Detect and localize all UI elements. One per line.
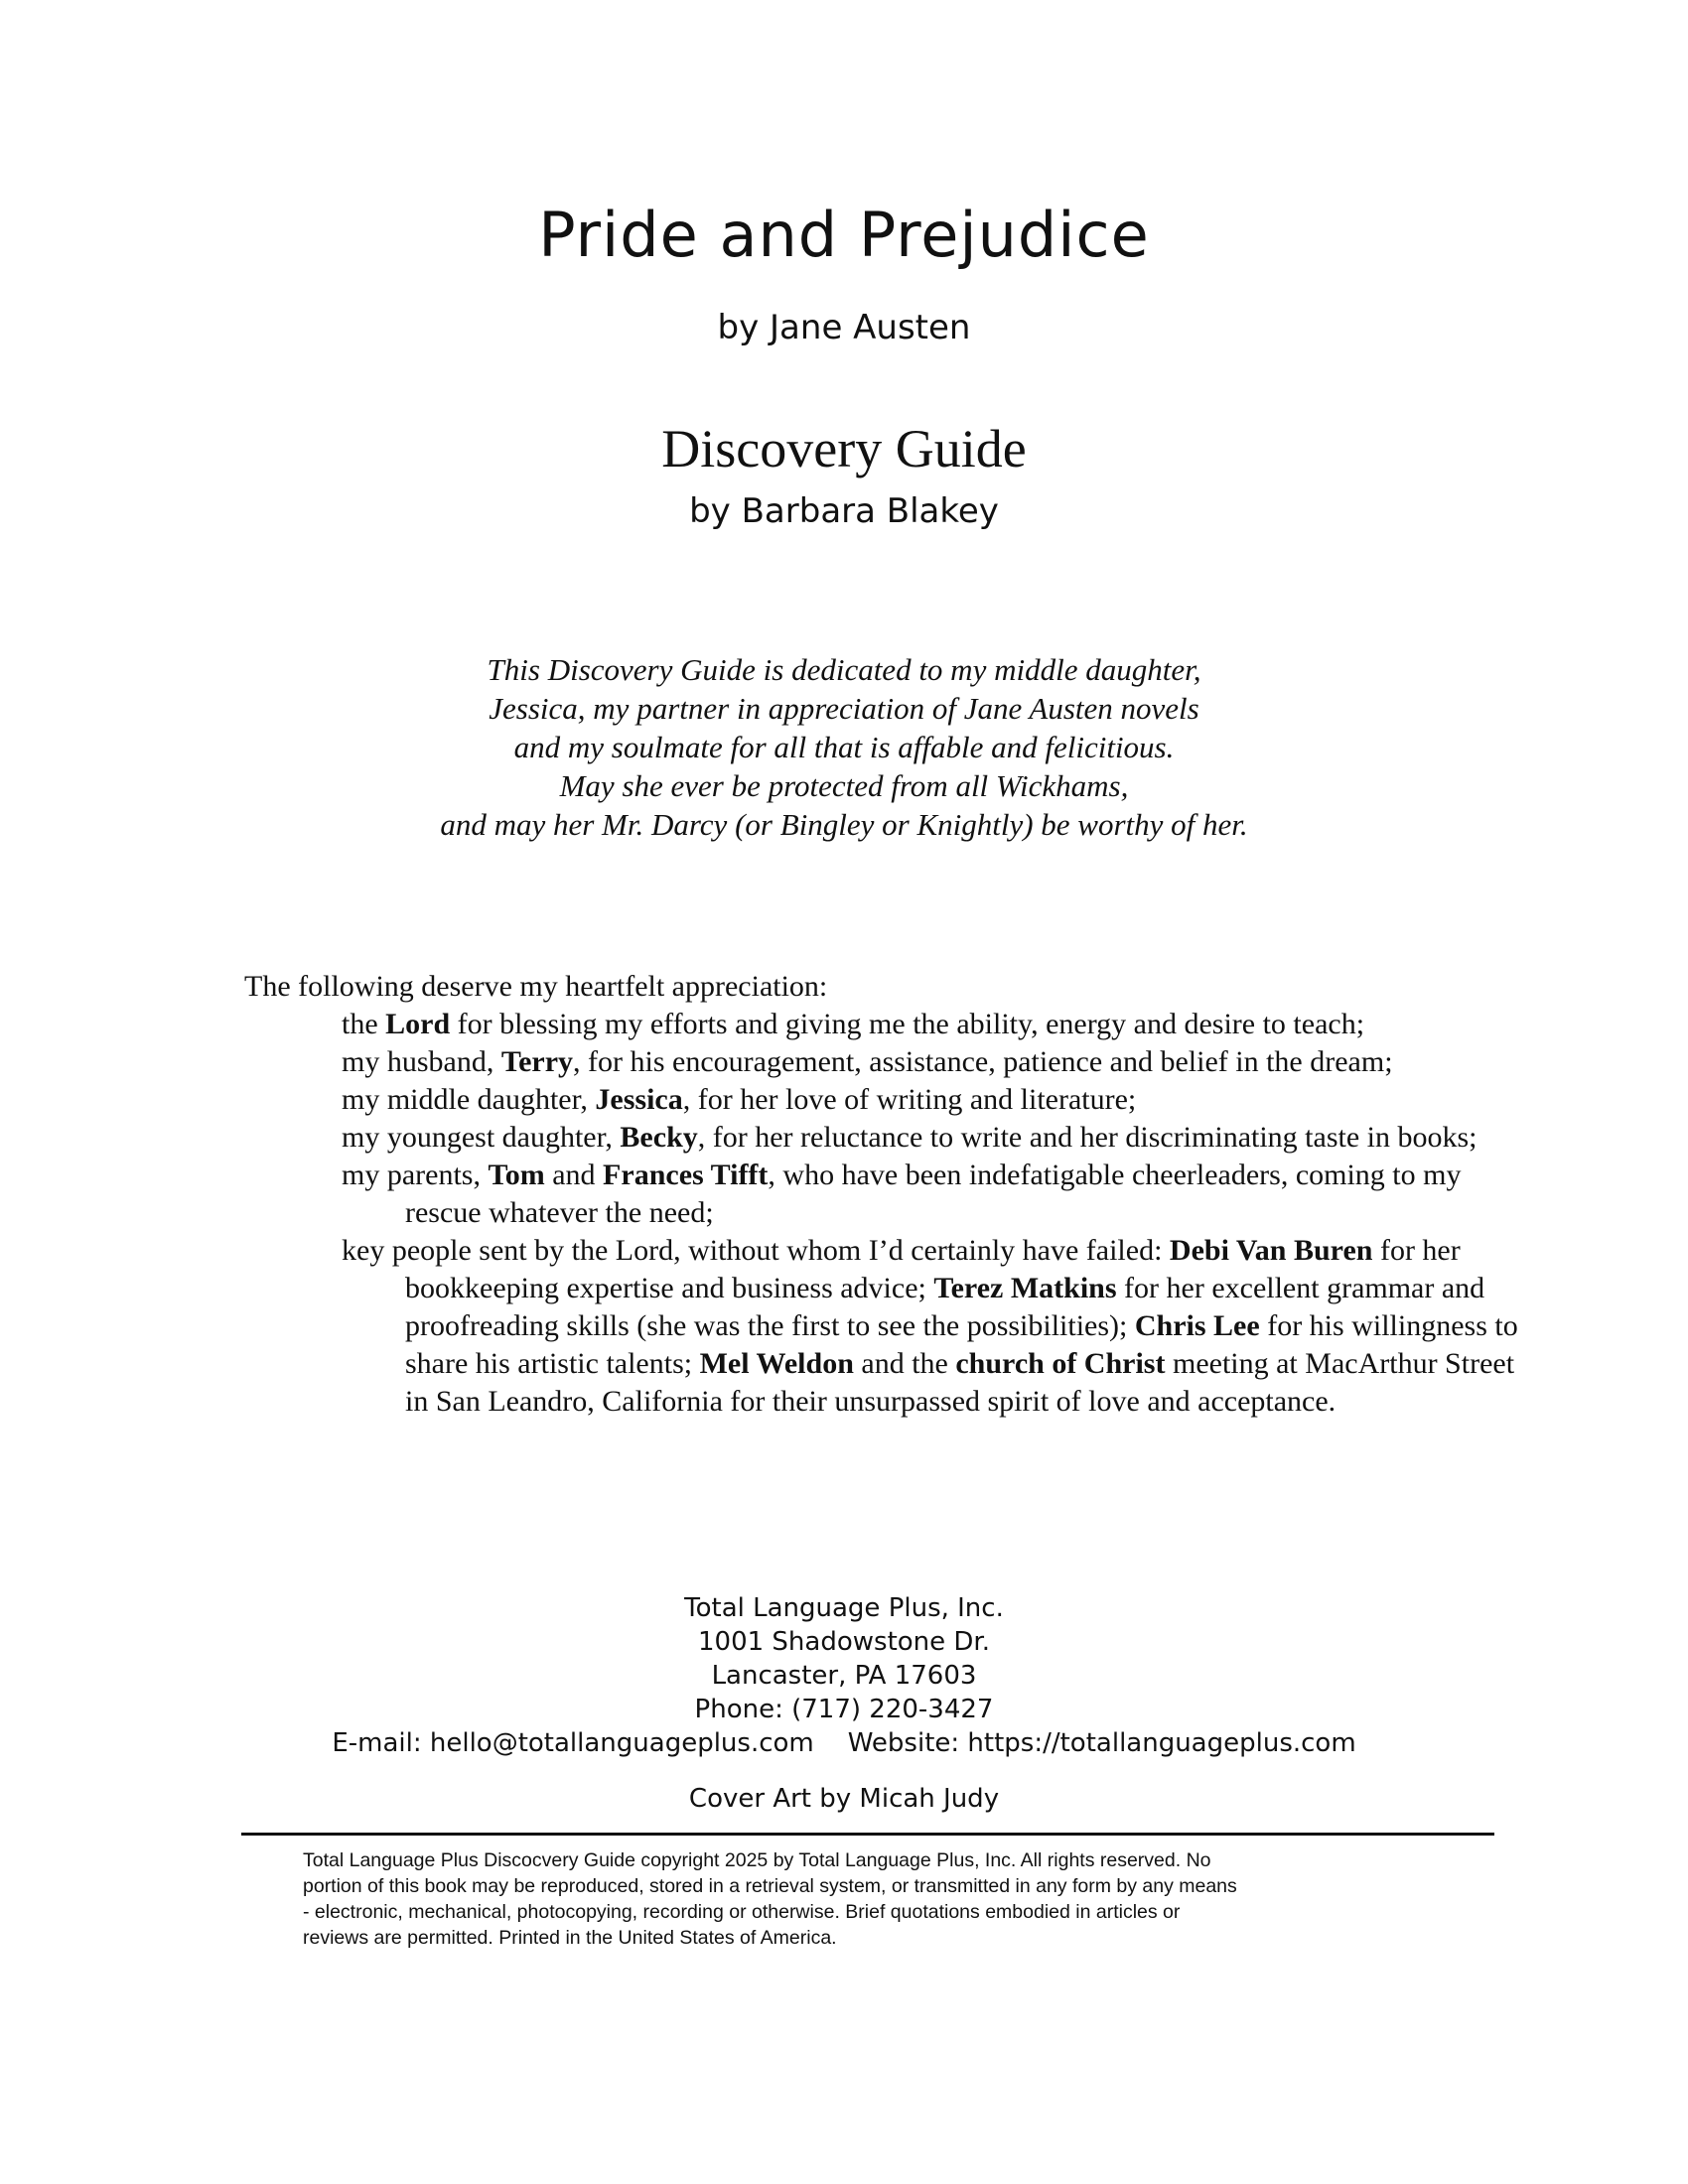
acknowledgment-item (244, 1043, 1535, 1081)
guide-author: by Barbara Blakey (689, 491, 999, 531)
dedication-line: and my soulmate for all that is affable and felicitious. (513, 730, 1175, 764)
acknowledgments (244, 968, 1535, 1421)
honoree-name: Terry (500, 1045, 574, 1078)
dedication-line: Jessica, my partner in appreciation of Jane Austen novels (489, 691, 1199, 726)
honoree-name: Tom (488, 1159, 545, 1191)
honoree-name: Terez Matkins (933, 1272, 1117, 1304)
publisher-street: 1001 Shadowstone Dr. (698, 1627, 990, 1657)
honoree-name: Mel Weldon (699, 1347, 854, 1380)
acknowledgment-text: the (342, 1008, 386, 1040)
divider-rule (241, 1833, 1494, 1836)
dedication-line: This Discovery Guide is dedicated to my middle daughter, (487, 652, 1201, 687)
acknowledgments-list (244, 1006, 1535, 1421)
acknowledgment-text: and the (853, 1347, 956, 1380)
publisher-phone: Phone: (717) 220-3427 (694, 1695, 994, 1724)
publisher-name: Total Language Plus, Inc. (684, 1593, 1004, 1623)
acknowledgment-text: and (544, 1159, 604, 1191)
acknowledgment-item (244, 1081, 1535, 1119)
dedication-line: and may her Mr. Darcy (or Bingley or Knightly) be worthy of her. (440, 807, 1248, 842)
copyright-notice (303, 1847, 1415, 1951)
acknowledgment-text: for blessing my efforts and giving me the ability, energy and desire to teach; (450, 1008, 1365, 1040)
acknowledgment-text: for her bookkeeping expertise and business advice; (405, 1234, 1461, 1304)
acknowledgment-item (244, 1006, 1535, 1043)
acknowledgment-text: meeting at MacArthur Street in San Leandro, California for their unsurpassed spirit of love and acceptance. (405, 1347, 1515, 1418)
honoree-name: Debi Van Buren (1169, 1234, 1373, 1267)
publisher-website: Website: https://totallanguageplus.com (847, 1728, 1356, 1758)
guide-title: Discovery Guide (661, 419, 1027, 478)
publisher-city: Lancaster, PA 17603 (711, 1661, 977, 1691)
acknowledgment-text: key people sent by the Lord, without whom I’d certainly have failed: (342, 1234, 1170, 1267)
acknowledgment-text: , for his encouragement, assistance, patience and belief in the dream; (573, 1045, 1393, 1078)
book-author: by Jane Austen (717, 308, 971, 347)
acknowledgment-text: , for her reluctance to write and her discriminating taste in books; (697, 1121, 1477, 1154)
acknowledgment-text: my middle daughter, (342, 1083, 596, 1116)
honoree-name: Lord (385, 1008, 451, 1040)
copyright-line: reviews are permitted. Printed in the United States of America. (303, 1927, 837, 1949)
publisher-contact (0, 1591, 1688, 1760)
publisher-web-row (0, 1726, 1688, 1760)
acknowledgment-item (244, 1157, 1535, 1232)
honoree-name: church of Christ (955, 1347, 1166, 1380)
acknowledgment-item (244, 1232, 1535, 1421)
acknowledgment-text: for his willingness to share his artistic talents; (405, 1309, 1518, 1380)
acknowledgment-text: my parents, (342, 1159, 489, 1191)
acknowledgment-text: , who have been indefatigable cheerleaders, coming to my rescue whatever the need; (405, 1159, 1462, 1229)
honoree-name: Becky (620, 1121, 698, 1154)
book-title: Pride and Prejudice (538, 199, 1150, 271)
acknowledgment-text: my husband, (342, 1045, 501, 1078)
honoree-name: Chris Lee (1134, 1309, 1260, 1342)
acknowledgment-text: , for her love of writing and literature; (682, 1083, 1137, 1116)
honoree-name: Jessica (595, 1083, 683, 1116)
publisher-email: E-mail: hello@totallanguageplus.com (332, 1728, 814, 1758)
copyright-line: Total Language Plus Discocvery Guide copyright 2025 by Total Language Plus, Inc. All rights reserved. No (303, 1849, 1211, 1871)
acknowledgment-item (244, 1119, 1535, 1157)
acknowledgments-intro: The following deserve my heartfelt appreciation: (244, 970, 828, 1003)
copyright-line: portion of this book may be reproduced, stored in a retrieval system, or transmitted in any form by any means (303, 1875, 1237, 1897)
acknowledgment-text: my youngest daughter, (342, 1121, 621, 1154)
copyright-line: - electronic, mechanical, photocopying, recording or otherwise. Brief quotations embodied in articles or (303, 1901, 1181, 1923)
cover-art-credit: Cover Art by Micah Judy (688, 1784, 1000, 1814)
dedication-line: May she ever be protected from all Wickhams, (559, 768, 1129, 803)
acknowledgment-text: for her excellent grammar and proofreading skills (she was the first to see the possibilities); (405, 1272, 1485, 1342)
honoree-name: Frances Tifft (603, 1159, 769, 1191)
dedication (0, 650, 1688, 844)
